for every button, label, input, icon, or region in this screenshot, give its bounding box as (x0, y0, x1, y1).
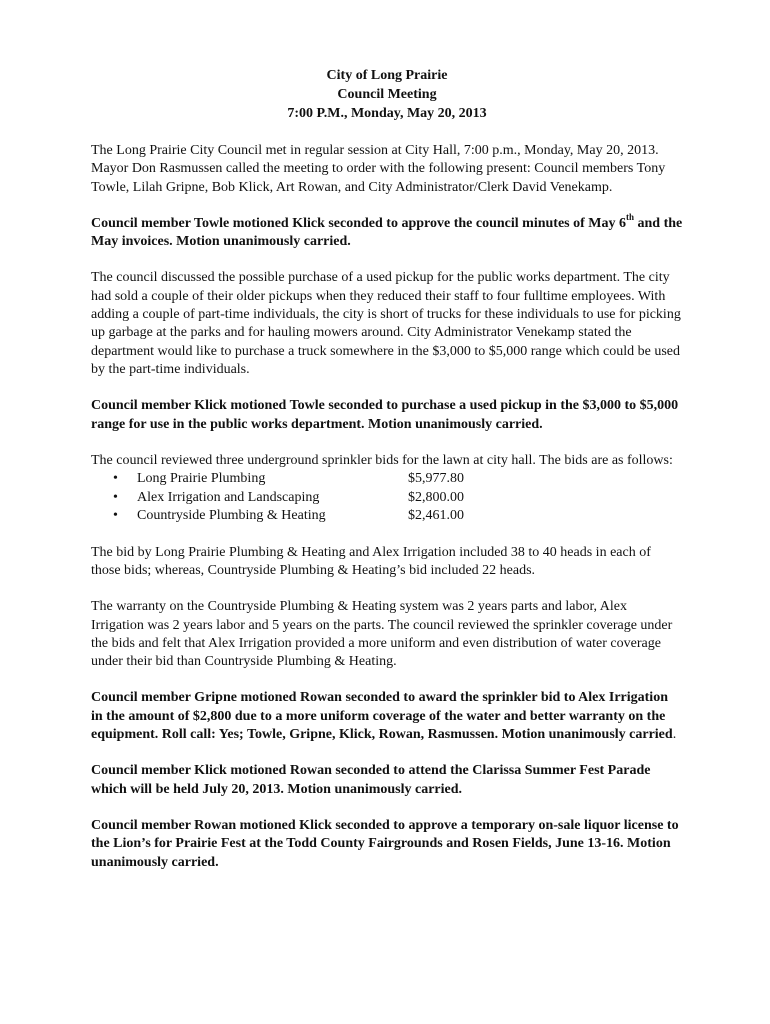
bullet-icon: • (113, 489, 118, 505)
warranty-paragraph: The warranty on the Countryside Plumbing & Heating system was 2 years parts and labor, Alex Irrigation was 2 years labor and 5 years on the parts. The council reviewed the sprinkler coverage under the bids and felt that Alex Irrigation provided a more uniform and even distribution of water coverage under their bid than Countryside Plumbing & Heating. (91, 599, 673, 670)
motion-parade: Council member Klick motioned Rowan seconded to attend the Clarissa Summer Fest Parade which will be held July 20, 2013. Motion unanimously carried. (91, 763, 651, 797)
pickup-discussion: The council discussed the possible purchase of a used pickup for the public works department. The city had sold a couple of their older pickups when they reduced their staff to four fulltime employees. With adding a couple of part-time individuals, the city is short of trucks for these individuals to use for picking up garbage at the parks and for hauling mowers around. City Administrator Venekamp stated the department would like to purchase a truck somewhere in the $3,000 to $5,000 range which could be used by the part-time individuals. (91, 270, 681, 377)
city-name: City of Long Prairie (326, 68, 448, 83)
document-header (91, 66, 683, 123)
motion-minutes-text: Council member Towle motioned Klick seconded to approve the council minutes of May 6 (91, 215, 626, 231)
bid-item (91, 489, 683, 508)
opening-paragraph: The Long Prairie City Council met in regular session at City Hall, 7:00 p.m., Monday, May 20, 2013. Mayor Don Rasmussen called the meeting to order with the following present: Council members Tony Towle, Lilah Gripne, Bob Klick, Art Rowan, and City Administrator/Clerk David Venekamp. (91, 143, 666, 195)
bid-list (91, 470, 683, 526)
bid-item (91, 507, 683, 526)
bid-amount: $2,800.00 (408, 489, 464, 505)
meeting-datetime: 7:00 P.M., Monday, May 20, 2013 (287, 106, 487, 121)
bid-name: Alex Irrigation and Landscaping (137, 489, 320, 505)
motion-sprinkler-text: Council member Gripne motioned Rowan seconded to award the sprinkler bid to Alex Irrigation in the amount of $2,800 due to a more uniform coverage of the water and better warranty on the equipment. Roll call: Yes; Towle, Gripne, Klick, Rowan, Rasmussen. Motion unanimously carried (91, 690, 673, 743)
motion-pickup: Council member Klick motioned Towle seconded to purchase a used pickup in the $3,000 to $5,000 range for use in the public works department. Motion unanimously carried. (91, 398, 679, 432)
heads-paragraph: The bid by Long Prairie Plumbing & Heating and Alex Irrigation included 38 to 40 heads in each of those bids; whereas, Countryside Plumbing & Heating’s bid included 22 heads. (91, 544, 651, 578)
sprinkler-bids-section (91, 452, 683, 526)
motion-minutes-text-2: and the May invoices. Motion unanimously carried. (91, 215, 683, 250)
motion-minutes-sup: th (625, 212, 634, 223)
motion-liquor-license: Council member Rowan motioned Klick seconded to approve a temporary on-sale liquor license to the Lion’s for Prairie Fest at the Todd County Fairgrounds and Rosen Fields, June 13-16. Motion unanimously carried. (91, 817, 679, 870)
bullet-icon: • (113, 508, 118, 524)
bid-item (91, 470, 683, 489)
bid-name: Countryside Plumbing & Heating (137, 508, 326, 524)
bid-amount: $5,977.80 (408, 471, 464, 487)
bid-amount: $2,461.00 (408, 508, 464, 524)
motion-minutes (91, 212, 683, 252)
bullet-icon: • (113, 471, 118, 487)
bid-name: Long Prairie Plumbing (137, 471, 266, 487)
motion-sprinkler (91, 689, 683, 744)
motion-sprinkler-end: . (672, 727, 677, 743)
document-page (91, 66, 683, 872)
sprinkler-intro: The council reviewed three underground sprinkler bids for the lawn at city hall. The bids are as follows: (91, 452, 673, 468)
meeting-title: Council Meeting (337, 87, 437, 102)
